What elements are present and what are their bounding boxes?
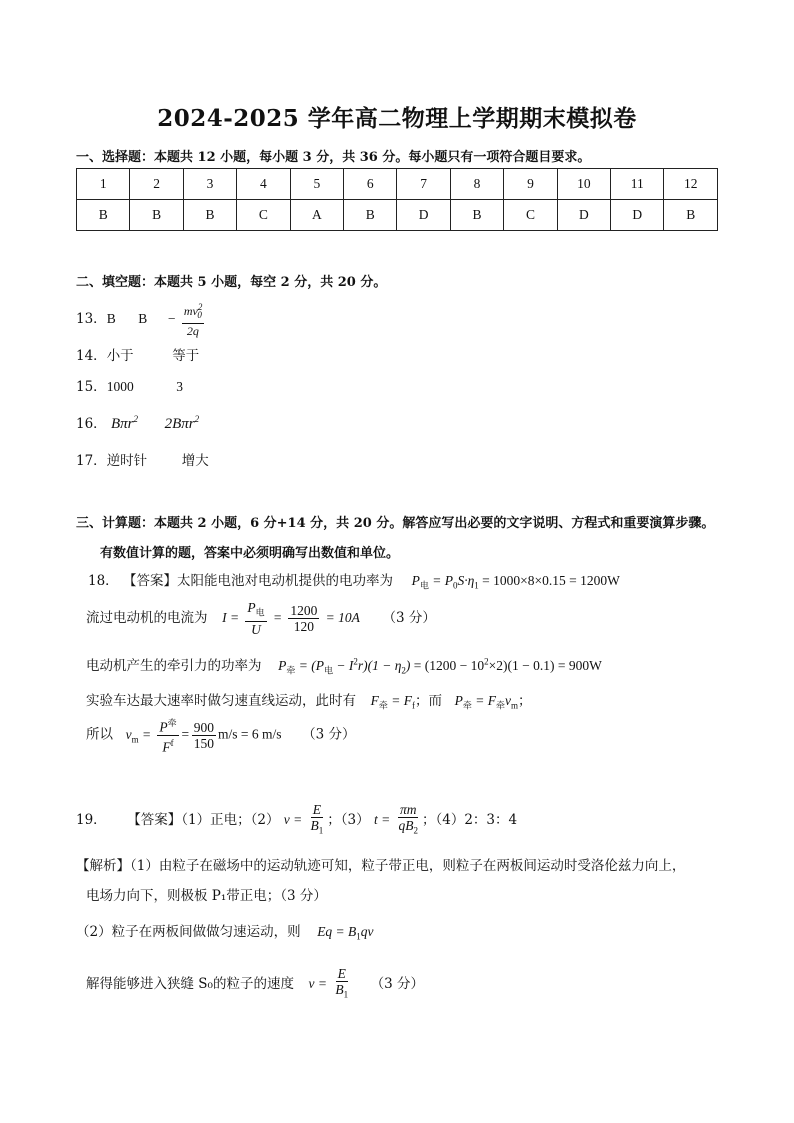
q19-number: 19． — [76, 811, 107, 828]
q19-analysis-line2: 电场力向下，则极板 P₁带正电；（3 分） — [86, 888, 327, 904]
q14-number: 14． — [76, 348, 107, 364]
q19-answer-line: 19． 【答案】（1）正电；（2） v = $\frac{E}{B_1}$ ；（3） t = $\frac{\pi m}{qB_2}$ ；（4）2：3：4 — [76, 802, 517, 839]
answer-table-answer-row — [77, 200, 718, 231]
q15-answer-a: 1000 — [106, 379, 134, 394]
q18-line3 — [86, 654, 602, 677]
q18-line3-text: 电动机产生的牵引力的功率为 — [86, 658, 262, 674]
section3-heading-line2: 有数值计算的题，答案中必须明确写出数值和单位。 — [100, 546, 400, 561]
q19-answer-part1: （1）正电；（2） — [181, 811, 280, 828]
q18-current-result: = 10A — [325, 609, 360, 625]
q18-speed-fraction: $\frac{P^牵}{F^f}$ — [159, 718, 177, 754]
answer-table-number-cell: 9 — [504, 169, 557, 200]
answer-table-number-cell: 1 — [77, 169, 130, 200]
answer-table-number-cell: 7 — [397, 169, 450, 200]
answer-table-number-cell: 2 — [130, 169, 183, 200]
q13-answer-a: B — [106, 311, 116, 327]
q14-answer-b: 等于 — [172, 348, 200, 364]
q15-answer-b: 3 — [176, 379, 184, 394]
q15-number: 15． — [76, 379, 107, 395]
q17-number: 17． — [76, 453, 107, 469]
q17-answer-b: 增大 — [181, 453, 209, 469]
q19-analysis-line3 — [76, 920, 374, 942]
q19-velocity-fraction: $\frac{E}{B_1}$ — [310, 802, 324, 836]
q18-line1-text: 太阳能电池对电动机提供的电功率为 — [176, 573, 393, 589]
q19-analysis-line1 — [76, 854, 685, 874]
q13-fraction-denominator: 2q — [186, 324, 199, 339]
answer-table-answer-cell: B — [130, 200, 183, 231]
answer-table-answer-cell: B — [77, 200, 130, 231]
q19-analysis-line4: 解得能够进入狭缝 S₀的粒子的速度 v = $\frac{E}{B_1}$ （3 分） — [86, 966, 424, 1003]
q19-analysis-text1: （1）由粒子在磁场中的运动轨迹可知，粒子带正电，则粒子在两板间运动时受洛伦兹力向上， — [130, 858, 686, 874]
q14-answer-a: 小于 — [106, 348, 134, 364]
q18-traction-power-equation: $P_牵 = (P_电 - I^2r)(1 - \eta_2) = (1200 - 10^2\times 2)(1 - 0.1) = 900W$ — [278, 656, 602, 676]
q13-fraction: $\frac{mv^2_0}{2q}$ — [183, 302, 203, 339]
q19-analysis-text4: 解得能够进入狭缝 S₀的粒子的速度 — [86, 975, 294, 992]
q19-answer-part2: ；（3） — [327, 811, 370, 828]
answer-table-number-cell: 5 — [290, 169, 343, 200]
q13-number: 13． — [76, 311, 107, 328]
q14-line — [76, 344, 199, 364]
q16-line — [76, 412, 199, 433]
answer-table — [76, 168, 718, 231]
q13-answer-b: B — [138, 311, 148, 327]
answer-table-answer-cell: C — [237, 200, 290, 231]
q19-balance-equation: $Eq = B_1qv$ — [317, 924, 374, 942]
q18-line2: 流过电动机的电流为 I = $\frac{P_电}{U}$ = $\frac{1200}{120}$ = 10A （3 分） — [86, 600, 436, 637]
q18-line4-text: 实验车达最大速率时做匀速直线运动，此时有 — [86, 693, 356, 709]
q18-line5: 所以 $v_m$ = $\frac{P^牵}{F^f}$ = $\frac{900}{150}$ m/s = 6 m/s （3 分） — [86, 718, 356, 754]
q13-fraction-numerator: mv — [183, 304, 198, 318]
answer-table-number-cell: 10 — [557, 169, 610, 200]
answer-table-answer-cell: B — [183, 200, 236, 231]
q18-number: 18． — [88, 573, 119, 589]
q18-answer-tag: 【答案】 — [122, 573, 177, 589]
answer-table-answer-cell: D — [557, 200, 610, 231]
answer-table-number-cell: 3 — [183, 169, 236, 200]
q18-line5-score: （3 分） — [302, 726, 356, 743]
q18-current-value-fraction: $\frac{1200}{120}$ — [290, 602, 318, 634]
answer-table-answer-cell: B — [344, 200, 397, 231]
q16-answer-a: Bπr$^2$ — [110, 414, 138, 432]
q19-slit-velocity-fraction: $\frac{E}{B_1}$ — [335, 966, 349, 1000]
section2-heading: 二、填空题：本题共 5 小题，每空 2 分，共 20 分。 — [76, 275, 387, 290]
q18-current-fraction: $\frac{P_电}{U}$ — [247, 600, 265, 637]
answer-table-answer-cell: C — [504, 200, 557, 231]
q17-answer-a: 逆时针 — [106, 453, 148, 469]
answer-table-number-row — [77, 169, 718, 200]
answer-table-number-cell: 12 — [664, 169, 718, 200]
q18-speed-result: m/s = 6 m/s — [218, 726, 282, 742]
q19-analysis-score: （3 分） — [370, 975, 425, 992]
q18-line2-text: 流过电动机的电流为 — [86, 609, 208, 626]
answer-table-number-cell: 8 — [450, 169, 503, 200]
q18-power-equation: $P_电 = P_0S\cdot\eta_1 = 1000\times 8\times 0.15 = 1200W$ — [411, 573, 620, 591]
answer-table-answer-cell: B — [664, 200, 718, 231]
q18-line4: 实验车达最大速率时做匀速直线运动，此时有 $F_牵 = F_f$；而 $P_牵 = F_牵v_m$； — [86, 693, 532, 711]
q19-analysis-tag: 【解析】 — [76, 858, 130, 874]
answer-table-number-cell: 6 — [344, 169, 397, 200]
q18-line5-text: 所以 — [86, 726, 113, 743]
page-title: 2024-2025 学年高二物理上学期期末模拟卷 — [157, 105, 637, 132]
q18-line4-end: ； — [517, 693, 532, 709]
q15-line — [76, 375, 183, 395]
q18-speed-value-fraction: $\frac{900}{150}$ — [193, 719, 215, 751]
q19-analysis-text3: （2）粒子在两板间做做匀速运动，则 — [76, 924, 301, 940]
q19-time-fraction: $\frac{\pi m}{qB_2}$ — [398, 802, 418, 836]
answer-table-answer-cell: B — [450, 200, 503, 231]
section3-heading: 三、计算题：本题共 2 小题，6 分+14 分，共 20 分。解答应写出必要的文字说明、方程式和重要演算步骤。 — [76, 516, 715, 531]
q13-line — [76, 300, 206, 339]
answer-table-answer-cell: D — [611, 200, 664, 231]
answer-table-answer-cell: D — [397, 200, 450, 231]
q18-line2-score: （3 分） — [382, 609, 436, 626]
q13-minus-sign: − — [167, 311, 176, 327]
q18-line4-mid: ；而 — [414, 693, 442, 709]
q16-number: 16． — [76, 416, 107, 432]
answer-table-answer-cell: A — [290, 200, 343, 231]
q19-answer-tag: 【答案】 — [127, 811, 182, 828]
q16-answer-b: 2Bπr$^2$ — [164, 414, 200, 432]
section1-heading: 一、选择题：本题共 12 小题，每小题 3 分，共 36 分。每小题只有一项符合题目要求。 — [76, 150, 591, 165]
answer-table-number-cell: 4 — [237, 169, 290, 200]
answer-table-number-cell: 11 — [611, 169, 664, 200]
q19-answer-part3: ；（4）2：3：4 — [421, 811, 518, 828]
q18-line1 — [88, 569, 620, 592]
q17-line — [76, 449, 209, 469]
